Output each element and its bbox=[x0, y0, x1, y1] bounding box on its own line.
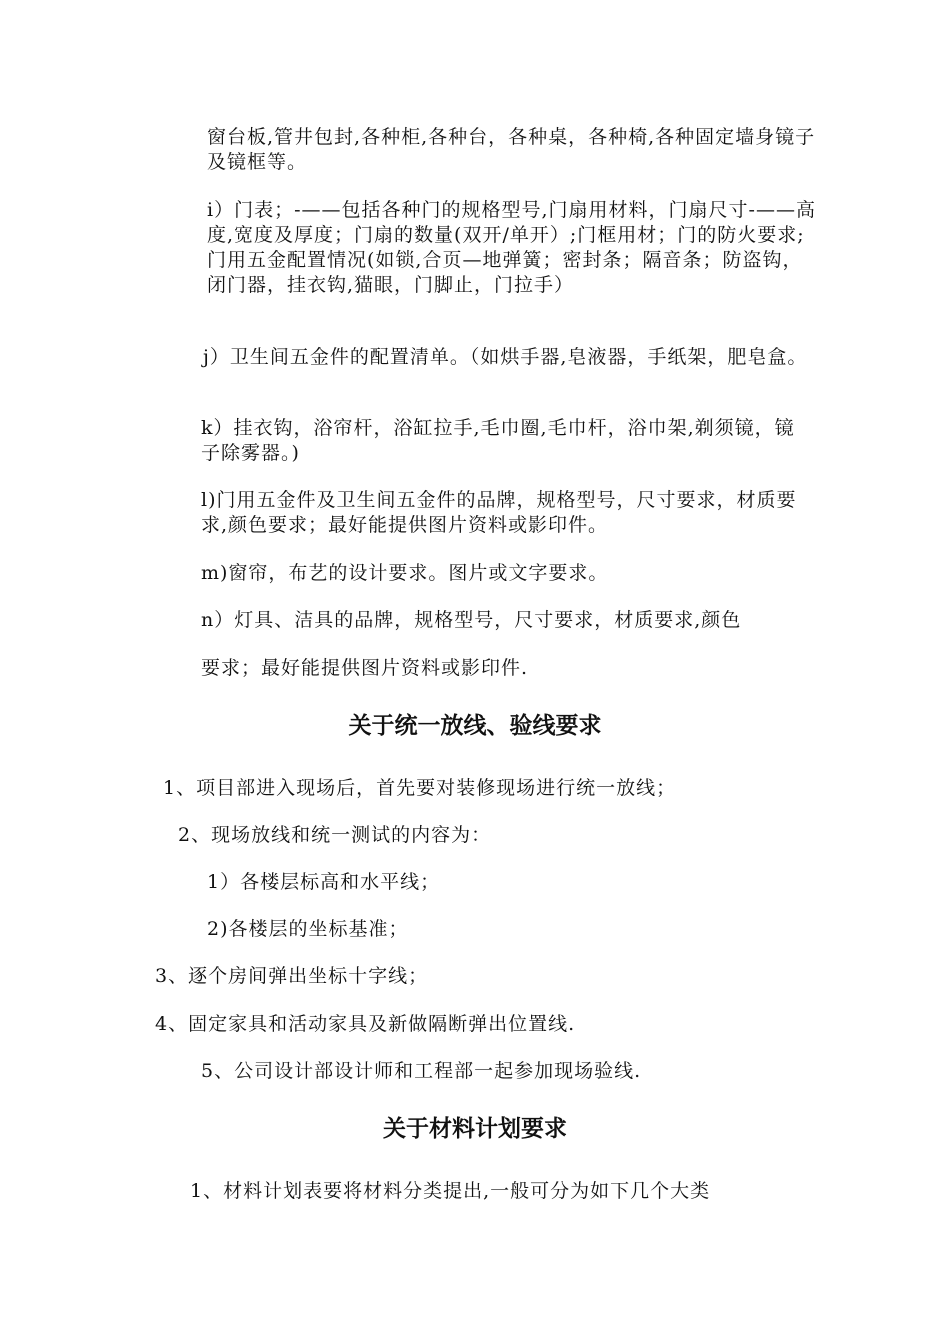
paragraph-item-j-bathroom-hardware: j）卫生间五金件的配置清单。（如烘手器,皂液器，手纸架，肥皂盒。 bbox=[203, 346, 808, 368]
list-item-layout-5: 5、公司设计部设计师和工程部一起参加现场验线. bbox=[201, 1060, 642, 1082]
paragraph-item-i-door-schedule: i）门表；-——包括各种门的规格型号,门扇用材料，门扇尺寸-——高度,宽度及厚度；门扇的数量(双开/单开）;门框用材；门的防火要求;门用五金配置情况(如锁,合页—地弹簧；密封条；隔音条；防盗钩，闭门器，挂衣钩,猫眼，门脚止，门拉手） bbox=[207, 199, 816, 296]
list-item-layout-4: 4、固定家具和活动家具及新做隔断弹出位置线. bbox=[155, 1013, 576, 1035]
list-item-layout-3: 3、逐个房间弹出坐标十字线； bbox=[155, 965, 429, 987]
list-item-layout-2-2: 2)各楼层的坐标基准； bbox=[207, 918, 409, 940]
section-heading-layout: 关于统一放线、验线要求 bbox=[348, 713, 602, 739]
paragraph-item-k-accessories: k）挂衣钩，浴帘杆，浴缸拉手,毛巾圈,毛巾杆，浴巾架,剃须镜，镜子除雾器。) bbox=[201, 417, 795, 464]
paragraph-item-n-line2: 要求；最好能提供图片资料或影印件. bbox=[201, 657, 529, 679]
paragraph-fixtures: 窗台板,管井包封,各种柜,各种台，各种桌，各种椅,各种固定墙身镜子及镜框等。 bbox=[207, 126, 816, 173]
section-heading-materials: 关于材料计划要求 bbox=[383, 1116, 567, 1142]
paragraph-item-l-hardware-brand: l)门用五金件及卫生间五金件的品牌，规格型号，尺寸要求，材质要求,颜色要求；最好能提供图片资料或影印件。 bbox=[201, 489, 797, 536]
list-item-layout-2-1: 1）各楼层标高和水平线； bbox=[207, 871, 441, 893]
list-item-layout-2: 2、现场放线和统一测试的内容为： bbox=[178, 824, 492, 846]
list-item-materials-1: 1、材料计划表要将材料分类提出,一般可分为如下几个大类 bbox=[190, 1180, 711, 1202]
paragraph-item-n-line1: n）灯具、洁具的品牌，规格型号，尺寸要求，材质要求,颜色 bbox=[201, 609, 742, 631]
list-item-layout-1: 1、项目部进入现场后，首先要对装修现场进行统一放线； bbox=[163, 777, 677, 799]
paragraph-item-m-curtains: m)窗帘，布艺的设计要求。图片或文字要求。 bbox=[201, 562, 609, 584]
